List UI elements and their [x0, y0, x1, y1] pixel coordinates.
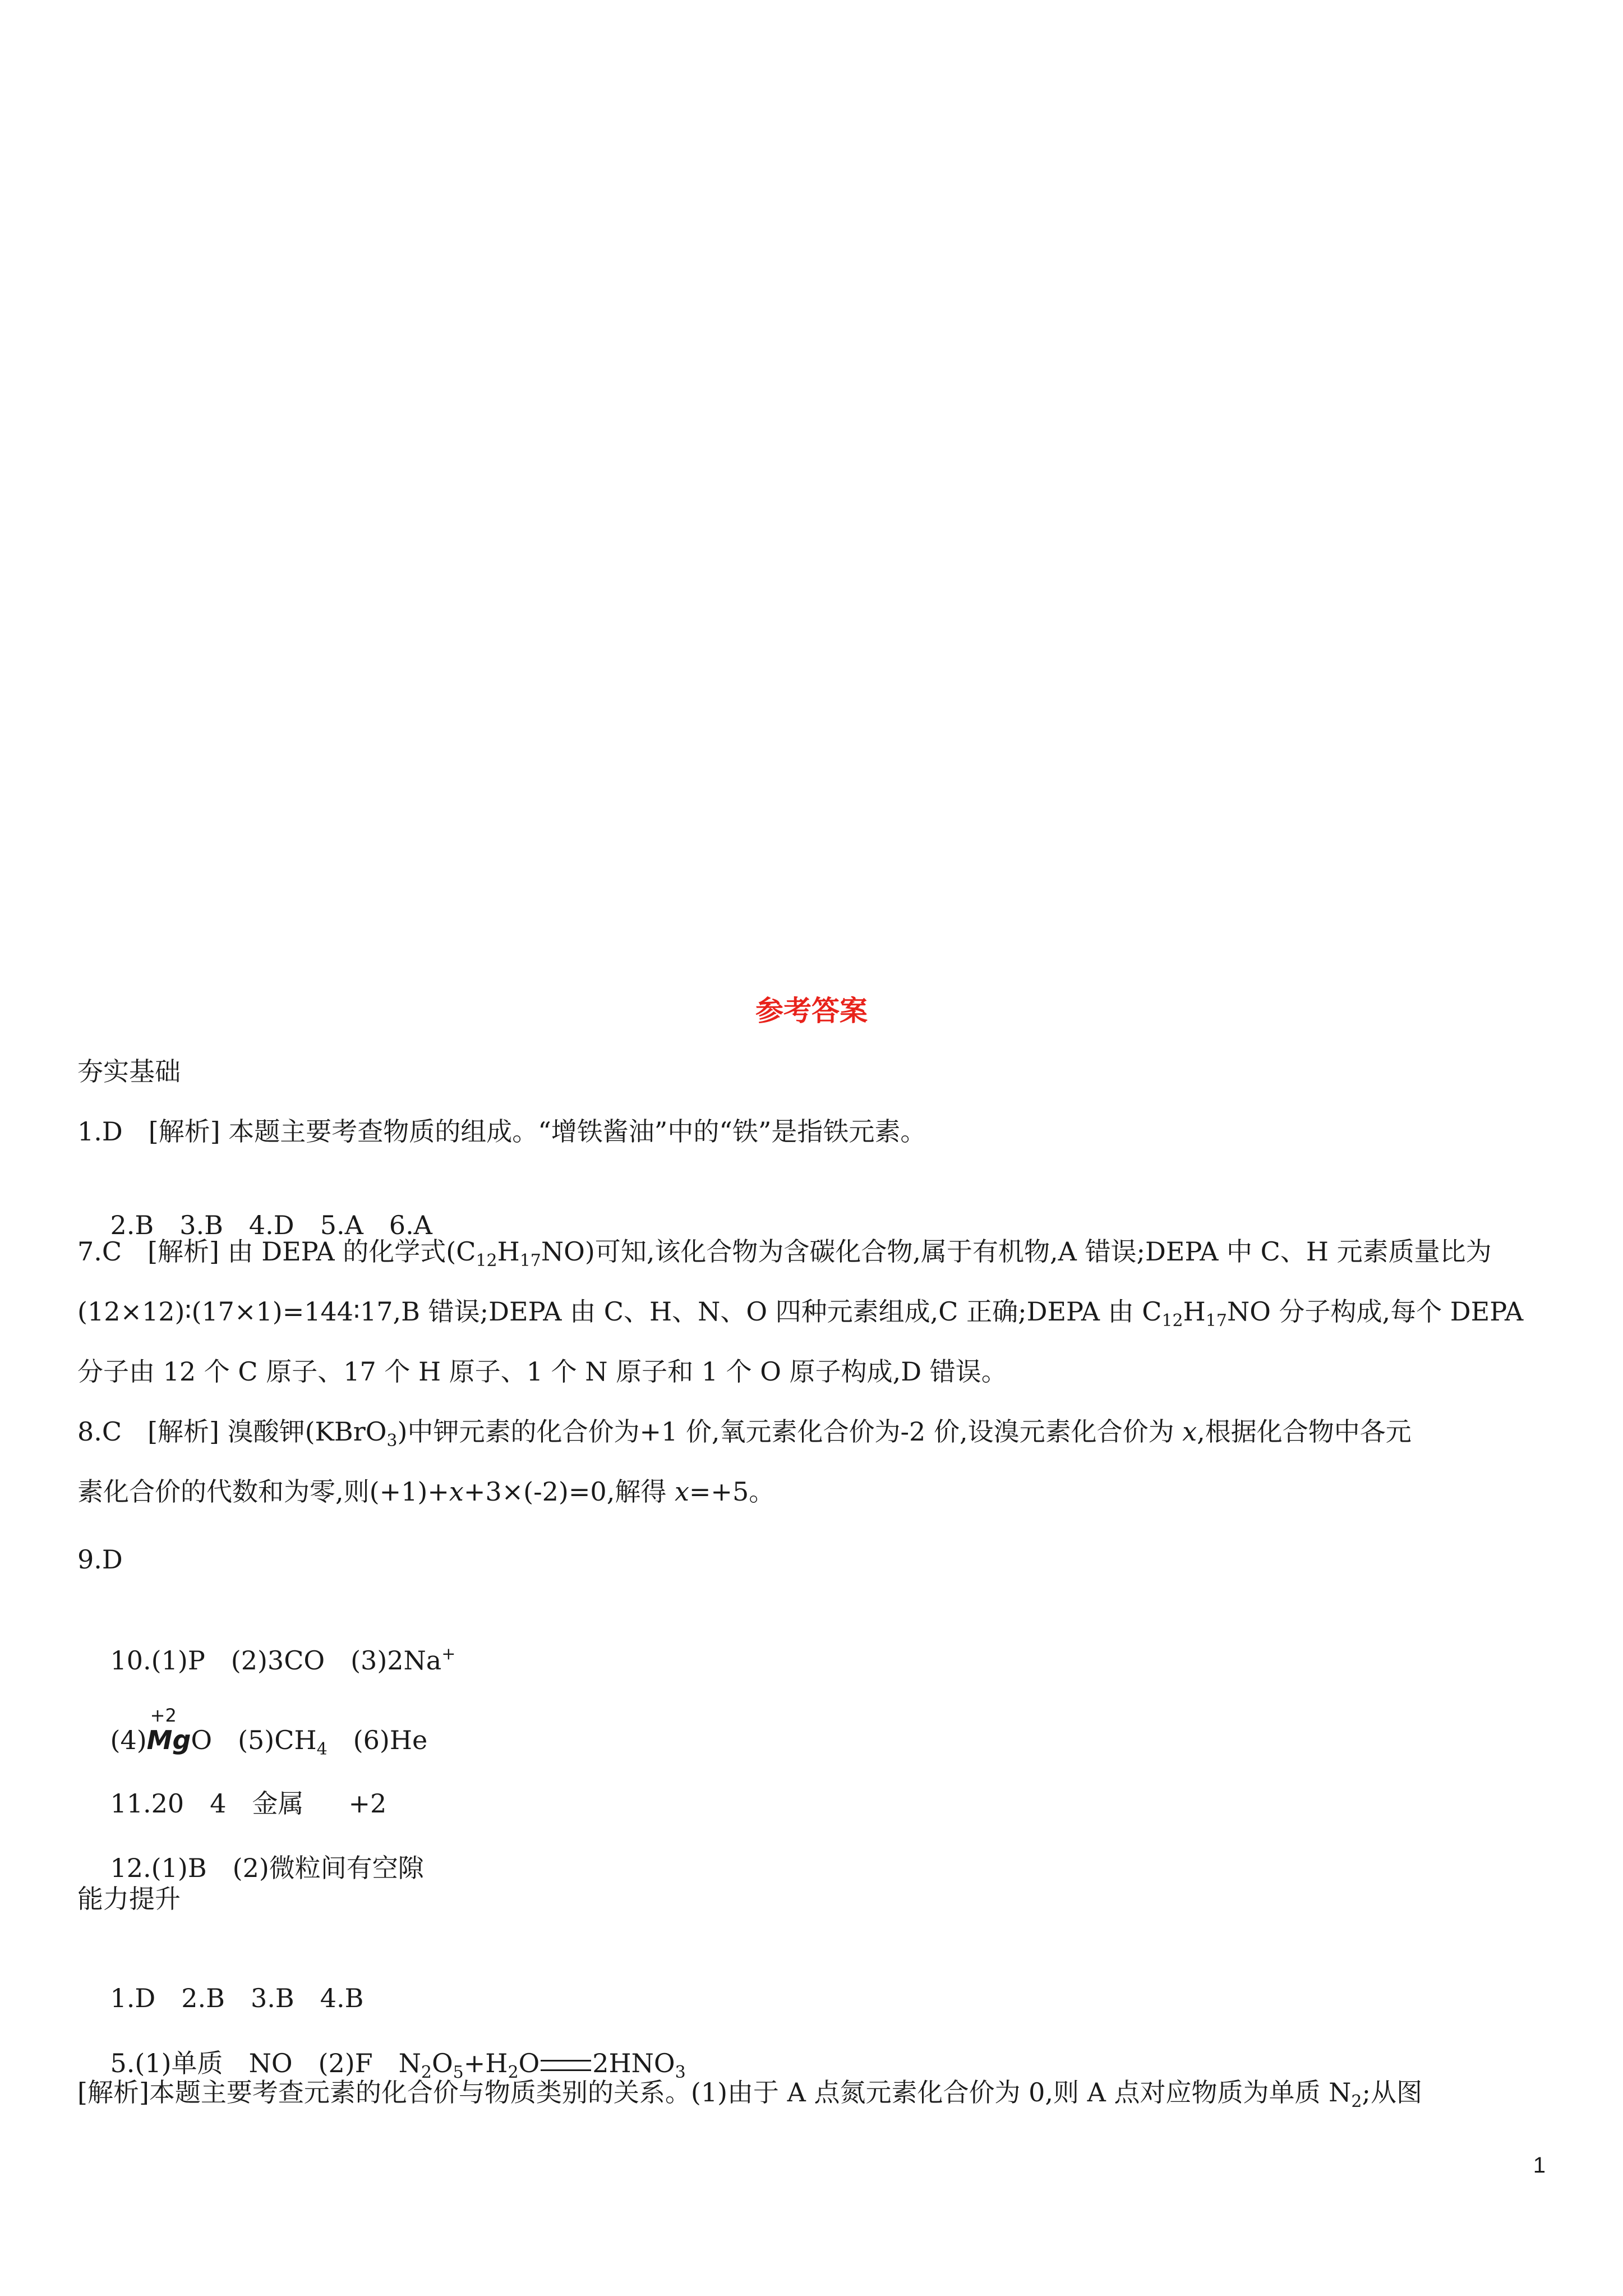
- page-number: 1: [1533, 2153, 1546, 2178]
- page-title: 参考答案: [755, 995, 868, 1027]
- answer-item: 6.A: [389, 1210, 432, 1240]
- answer-q8-line2: 素化合价的代数和为零,则(+1)+x+3×(-2)=0,解得 x=+5。: [77, 1476, 775, 1507]
- answer-q8-line1: 8.C [解析] 溴酸钾(KBrO$_3$)中钾元素的化合价为+1 价,氧元素化合价为-2 价,设溴元素化合价为 x,根据化合物中各元: [77, 1416, 1412, 1451]
- section-heading-ability: 能力提升: [77, 1884, 181, 1914]
- answer-q7-line3: 分子由 12 个 C 原子、17 个 H 原子、1 个 N 原子和 1 个 O 原子构成,D 错误。: [77, 1356, 1007, 1387]
- answer-q9: 9.D: [77, 1544, 123, 1575]
- answer-q7-line1: 7.C [解析] 由 DEPA 的化学式$(C_{12}H_{17}NO)$可知,该化合物为含碳化合物,属于有机物,A 错误;DEPA 中 C、H 元素质量比为: [77, 1236, 1492, 1271]
- ability-answers-1-4: 1.D 2.B 3.B 4.B: [110, 1983, 364, 2013]
- magnesium-valence-symbol: +2 Mg: [146, 1705, 191, 1755]
- section-heading-basic: 夯实基础: [77, 1056, 181, 1087]
- answer-item: 3.B: [179, 1210, 223, 1240]
- answer-q11: 11.20 4 金属 +2: [110, 1788, 387, 1819]
- answer-q7-line2: (12×12)∶(17×1)=144∶17,B 错误;DEPA 由 C、H、N、O 四种元素组成,C 正确;DEPA 由 $C_{12}H_{17}NO$ 分子构成,每个 DEPA: [77, 1296, 1524, 1331]
- answer-item: 4.D: [248, 1210, 294, 1240]
- answer-item: 2.B: [110, 1210, 154, 1240]
- answer-q12: 12.(1)B (2)微粒间有空隙: [110, 1853, 424, 1883]
- ability-answer-5: 5.(1)单质 NO (2)F $N_2O_5+H_2O$ $2HNO_3$: [110, 2048, 686, 2082]
- answer-q10-line1: 10.(1)P (2)3CO (3)2Na+: [110, 1644, 456, 1676]
- answer-item: 5.A: [320, 1210, 363, 1240]
- answer-q1: 1.D [解析] 本题主要考查物质的组成。“增铁酱油”中的“铁”是指铁元素。: [77, 1116, 926, 1147]
- answer-q10-line2: (4) +2 MgO $(5)CH_4$ (6)He: [110, 1705, 428, 1759]
- equation-equals-sign: [541, 2060, 591, 2071]
- ability-analysis: [解析]本题主要考查元素的化合价与物质类别的关系。(1)由于 A 点氮元素化合价为 0,则 A 点对应物质为单质 $N_2$;从图: [77, 2077, 1422, 2111]
